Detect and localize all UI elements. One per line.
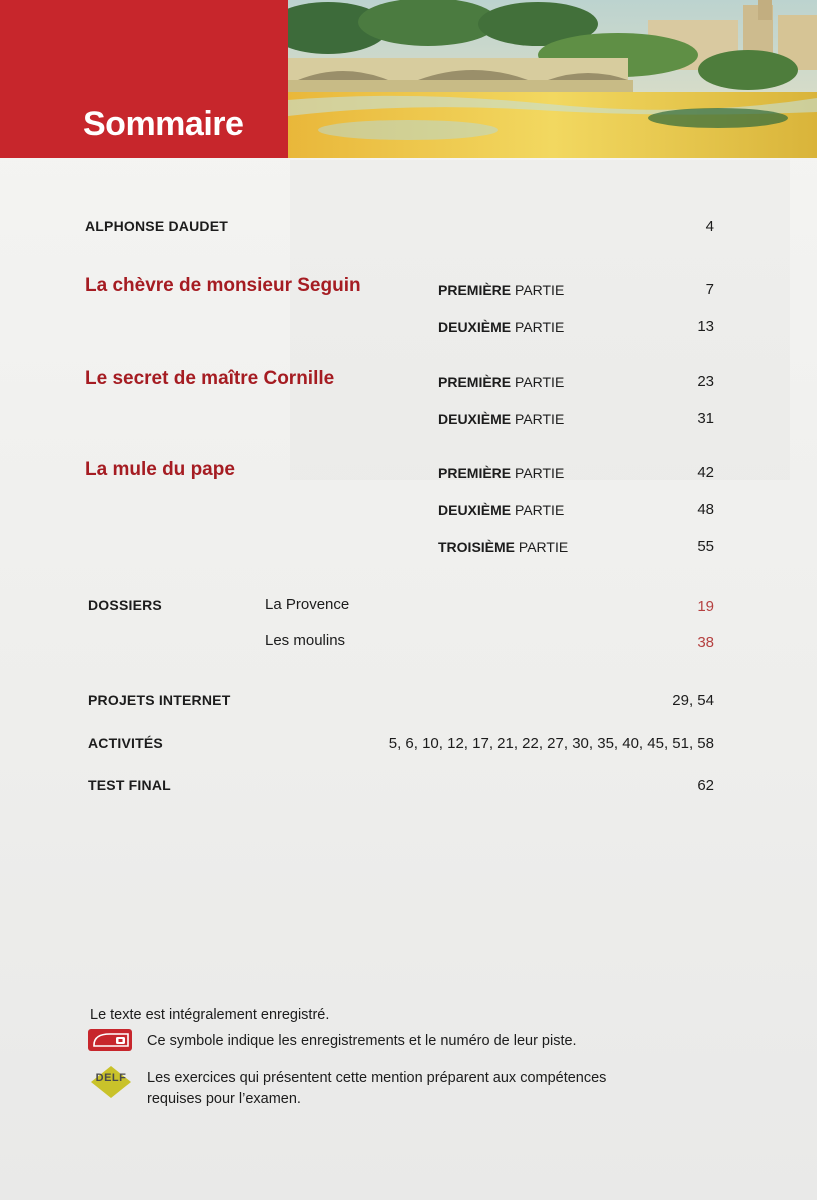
part-entry [438,411,564,427]
activites-label: ACTIVITÉS [88,735,163,751]
part-page: 13 [697,318,714,335]
part-page: 23 [697,373,714,390]
activites-pages: 5, 6, 10, 12, 17, 21, 22, 27, 30, 35, 40, 45, 51, 58 [388,735,714,752]
test-page: 62 [697,777,714,794]
part-entry [438,502,564,518]
part-word: PARTIE [515,319,565,335]
part-word: PARTIE [515,411,565,427]
part-entry [438,465,564,481]
part-ordinal: PREMIÈRE [438,374,512,390]
part-ordinal: DEUXIÈME [438,502,512,518]
delf-legend-line: requises pour l’examen. [147,1091,301,1107]
part-page: 42 [697,464,714,481]
intro-label: ALPHONSE DAUDET [85,218,229,234]
projets-pages: 29, 54 [672,692,714,709]
dossier-page: 38 [697,634,714,651]
dossier-page: 19 [697,598,714,615]
delf-diamond-icon [86,1064,136,1100]
projets-label: PROJETS INTERNET [88,692,231,708]
part-ordinal: PREMIÈRE [438,282,512,298]
part-page: 7 [705,281,714,298]
story-title: La mule du pape [85,459,235,480]
delf-legend-text [147,1068,606,1110]
part-entry [438,282,564,298]
part-ordinal: PREMIÈRE [438,465,512,481]
part-ordinal: DEUXIÈME [438,319,512,335]
intro-page: 4 [705,218,714,235]
part-page: 48 [697,501,714,518]
part-entry [438,319,564,335]
part-entry [438,539,568,555]
header-illustration [288,0,817,158]
part-entry [438,374,564,390]
part-word: PARTIE [515,374,565,390]
part-page: 55 [697,538,714,555]
story-title: Le secret de maître Cornille [85,368,335,389]
story-title: La chèvre de monsieur Seguin [85,275,361,296]
part-word: PARTIE [515,502,565,518]
dossier-title: La Provence [265,596,350,613]
page-title: Sommaire [83,105,244,143]
part-word: PARTIE [515,465,565,481]
part-word: PARTIE [515,282,565,298]
delf-legend-line: Les exercices qui présentent cette mention préparent aux compétences [147,1070,607,1086]
part-ordinal: DEUXIÈME [438,411,512,427]
cd-track-icon [88,1029,132,1056]
dossier-title: Les moulins [265,632,346,649]
part-word: PARTIE [518,539,569,555]
dossiers-label: DOSSIERS [88,597,162,613]
part-page: 31 [697,410,714,427]
delf-badge-text: DELF [95,1072,127,1084]
cd-legend-text: Ce symbole indique les enregistrements et le numéro de leur piste. [147,1033,577,1049]
recorded-note: Le texte est intégralement enregistré. [90,1007,330,1023]
avignon-bridge-illustration [288,0,817,158]
test-label: TEST FINAL [88,777,171,793]
part-ordinal: TROISIÈME [438,539,516,555]
